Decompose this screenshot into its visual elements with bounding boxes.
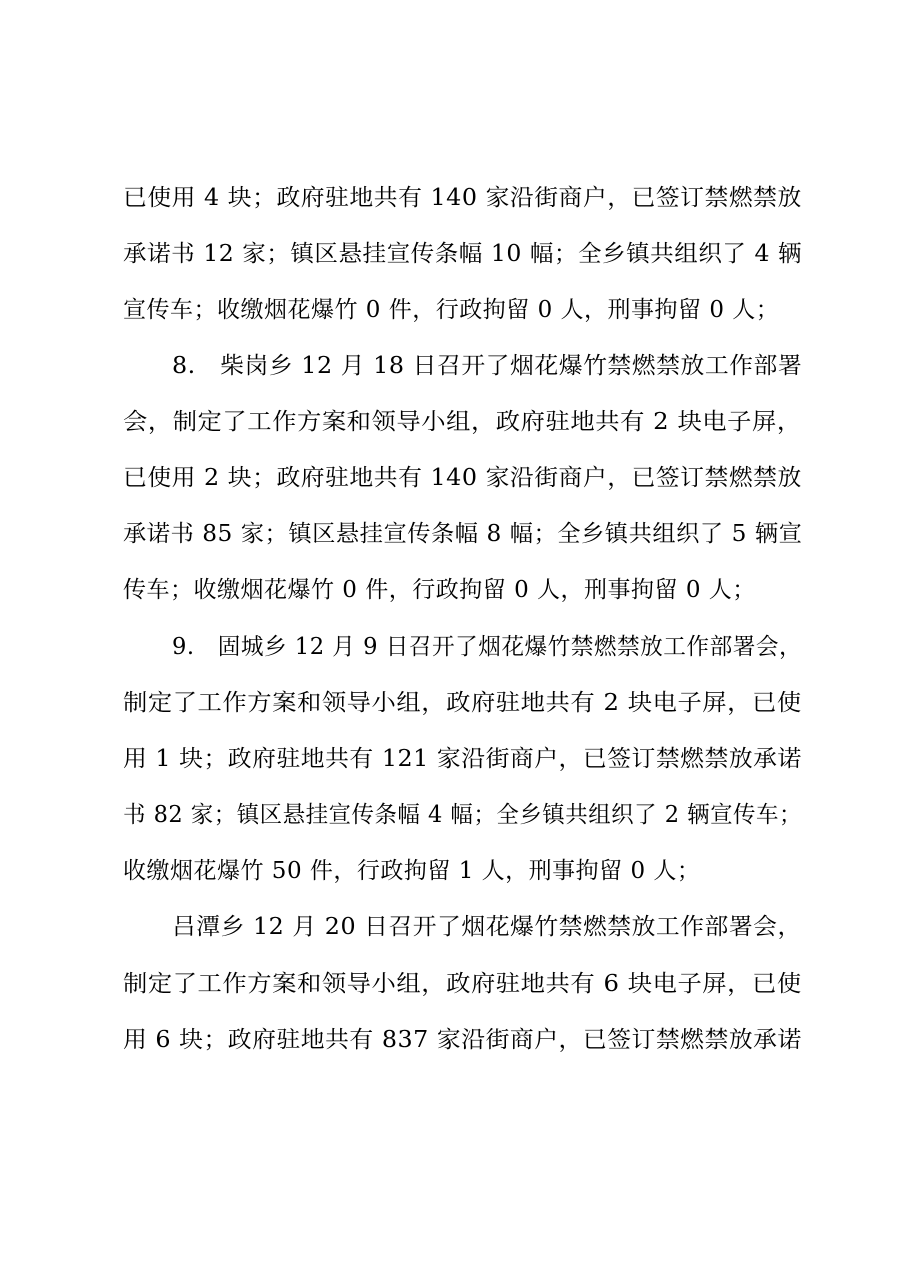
- text-line: 9. 固城乡 12 月 9 日召开了烟花爆竹禁燃禁放工作部署会，: [172, 634, 803, 660]
- text-line: 用 1 块；政府驻地共有 121 家沿街商户，已签订禁燃禁放承诺: [123, 746, 802, 772]
- text-line: 吕潭乡 12 月 20 日召开了烟花爆竹禁燃禁放工作部署会，: [172, 914, 802, 940]
- text-line: 收缴烟花爆竹 50 件，行政拘留 1 人，刑事拘留 0 人；: [123, 858, 701, 884]
- text-line: 会，制定了工作方案和领导小组，政府驻地共有 2 块电子屏，: [123, 409, 802, 435]
- text-line: 制定了工作方案和领导小组，政府驻地共有 6 块电子屏，已使: [123, 971, 802, 997]
- text-line: 承诺书 85 家；镇区悬挂宣传条幅 8 幅；全乡镇共组织了 5 辆宣: [123, 521, 803, 547]
- text-line: 宣传车；收缴烟花爆竹 0 件，行政拘留 0 人，刑事拘留 0 人；: [123, 297, 780, 323]
- text-line: 已使用 2 块；政府驻地共有 140 家沿街商户，已签订禁燃禁放: [123, 465, 802, 491]
- text-line: 传车；收缴烟花爆竹 0 件，行政拘留 0 人，刑事拘留 0 人；: [123, 577, 756, 603]
- text-line: 8. 柴岗乡 12 月 18 日召开了烟花爆竹禁燃禁放工作部署: [172, 353, 803, 379]
- text-line: 用 6 块；政府驻地共有 837 家沿街商户，已签订禁燃禁放承诺: [123, 1027, 802, 1053]
- text-line: 承诺书 12 家；镇区悬挂宣传条幅 10 幅；全乡镇共组织了 4 辆: [123, 241, 803, 267]
- text-line: 书 82 家；镇区悬挂宣传条幅 4 幅；全乡镇共组织了 2 辆宣传车；: [123, 802, 802, 828]
- text-line: 已使用 4 块；政府驻地共有 140 家沿街商户，已签订禁燃禁放: [123, 185, 802, 211]
- text-line: 制定了工作方案和领导小组，政府驻地共有 2 块电子屏，已使: [123, 690, 802, 716]
